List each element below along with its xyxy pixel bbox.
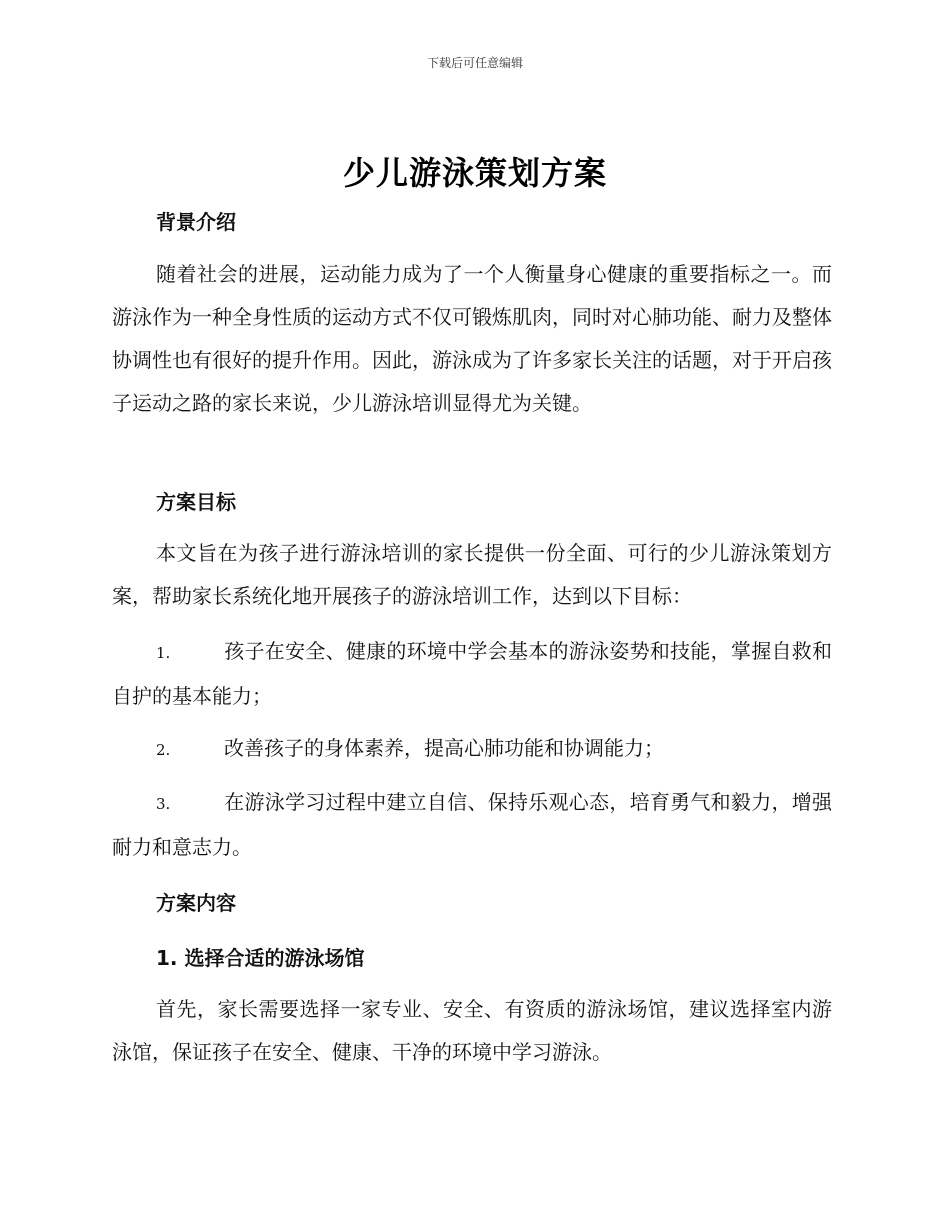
goal-list-item: [112, 630, 832, 718]
section-content-body: [112, 988, 832, 1074]
section-content-heading-wrap: [112, 887, 832, 916]
paragraph-venue: 首先，家长需要选择一家专业、安全、有资质的游泳场馆，建议选择室内游泳馆，保证孩子在安全、健康、干净的环境中学习游泳。: [112, 997, 832, 1064]
list-number: 1.: [156, 644, 171, 662]
list-item-text: 在游泳学习过程中建立自信、保持乐观心态，培育勇气和毅力，增强耐力和意志力。: [112, 790, 832, 859]
section-heading-content: 方案内容: [156, 891, 236, 915]
section-heading-goals: 方案目标: [156, 490, 236, 514]
paragraph-background: 随着社会的进展，运动能力成为了一个人衡量身心健康的重要指标之一。而游泳作为一种全身性质的运动方式不仅可锻炼肌肉，同时对心肺功能、耐力及整体协调性也有很好的提升作用。因此，游泳成为了许多家长关注的话题，对于开启孩子运动之路的家长来说，少儿游泳培训显得尤为关键。: [112, 262, 832, 415]
paragraph-goals: 本文旨在为孩子进行游泳培训的家长提供一份全面、可行的少儿游泳策划方案，帮助家长系统化地开展孩子的游泳培训工作，达到以下目标：: [112, 541, 832, 608]
section-goals-heading-wrap: [112, 486, 832, 515]
section-heading-background: 背景介绍: [156, 210, 236, 234]
list-number: 3.: [156, 795, 171, 813]
list-item-text: 孩子在安全、健康的环境中学会基本的游泳姿势和技能，掌握自救和自护的基本能力；: [112, 639, 832, 708]
document-title: 少儿游泳策划方案: [342, 154, 607, 192]
section-content-subheading-wrap: [112, 942, 832, 971]
section-goals-body: [112, 532, 832, 618]
goal-list-item: [112, 727, 832, 772]
subheading-venue: 1. 选择合适的游泳场馆: [156, 946, 365, 970]
header-note: 下载后可任意编辑: [426, 56, 523, 70]
goal-list-item: [112, 781, 832, 869]
section-background-heading-wrap: [112, 206, 832, 235]
list-number: 2.: [156, 741, 171, 759]
list-item-text: 改善孩子的身体素养，提高心肺功能和协调能力；: [224, 736, 664, 760]
section-background-body: [112, 253, 832, 425]
